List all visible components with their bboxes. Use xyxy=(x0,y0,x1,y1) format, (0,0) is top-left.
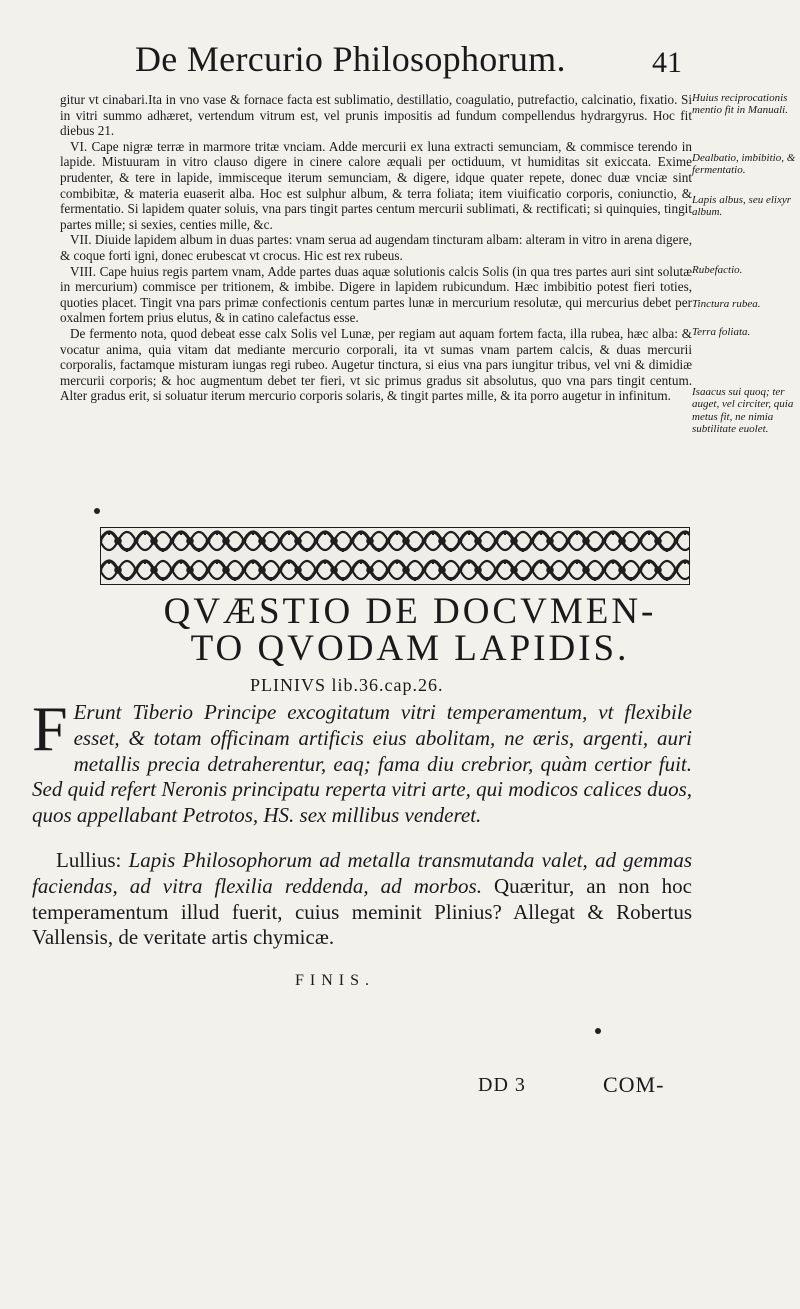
margin-note-terra-foliata: Terra foliata. xyxy=(692,326,751,338)
paragraph-vi: VI. Cape nigræ terræ in marmore tritæ vnciam. Adde mercurii ex luna extracti semunciam, & commisce terendo in lapide. Mistuuram in vitro clauso digere in cinere calore æquali per octiduum, vt humiditas sit exiccata. Exime prudenter, & tere in lapide, immisceque iterum semunciam, & digere, idque quater repete, donec duæ vnciæ sint combibitæ, & materia euaserit alba. Hoc est sulphur album, & terra foliata; item viuificatio corporis, coniunctio, & fermentatio. Si lapidem quater soluis, vna pars tingit partes centum mercurii sublimati, & rectificati; si quinquies, tingit partes mille; si sexies, centies mille, &c. xyxy=(60,138,692,232)
paragraph-vii: VII. Diuide lapidem album in duas partes: vnam serua ad augendam tincturam albam: alteram in vitro in arena digere, & coque forti igni, donec erubescat vt crocus. Hic est rex rubeus. xyxy=(60,232,692,263)
margin-note-dealbatio: Dealbatio, imbibitio, & fermentatio. xyxy=(692,152,796,177)
signature-mark: DD 3 xyxy=(478,1074,526,1096)
margin-note-rubefactio: Rubefactio. xyxy=(692,264,743,276)
ink-speck xyxy=(595,1028,601,1034)
query-text: Quæritur, an non hoc temperamentum illud fuerit, cuius meminit Plinius? Allegat & Robertus Vallensis, de veritate artis chymicæ. xyxy=(32,873,692,950)
recipe-text-block xyxy=(60,92,692,404)
pliny-text: Erunt Tiberio Principe excogitatum vitri temperamentum, vt flexibile esset, & totam officinam artificis eius abolitam, ne æris, argenti, auri metallis precia detraherentur, eaq; fama diu crebrior, quàm certior fuit. Sed quid refert Neronis principatu reperta vitri arte, qui modicos calices duos, quos appellabant Petrotos, HS. sex millibus venderet. xyxy=(32,700,692,828)
ink-speck xyxy=(94,508,100,514)
question-title-line1: QVÆSTIO DE DOCVMEN- xyxy=(163,591,657,632)
finis-mark: FINIS. xyxy=(295,972,376,989)
pliny-quotation xyxy=(32,693,692,829)
lullius-label: Lullius: xyxy=(56,848,122,872)
paragraph-viii: VIII. Cape huius regis partem vnam, Adde partes duas aquæ solutionis calcis Solis (in qua tres partes auri sint solutæ in mercurium) commisce per tritionem, & imbibe. Digere in lapidem rubicundum. Hæc imbibitio potest fieri toties, quoties placet. Tingit vna pars primæ confectionis centum partes lunæ in mercurium resolutæ, qui mercurius debet per oxalmen fortem prius elutus, & in catino calefactus esse. xyxy=(60,263,692,326)
lullius-quote: Lapis Philosophorum ad metalla transmutanda valet, ad gemmas faciendas, ad vitra flexilia reddenda, ad morbos. xyxy=(32,848,693,898)
running-title: De Mercurio Philosophorum. xyxy=(135,39,566,79)
page-number: 41 xyxy=(652,46,682,79)
drop-cap: F xyxy=(32,693,68,764)
ornamental-band xyxy=(100,527,690,585)
margin-note-reciprocatio: Huius reciprocationis mentio fit in Manuali. xyxy=(692,92,788,117)
margin-note-isaacus: Isaacus sui quoq; ter auget, vel circiter, quia metus fit, ne nimia subtilitate euolet. xyxy=(692,386,794,436)
question-title-line2: TO QVODAM LAPIDIS. xyxy=(190,628,630,669)
margin-note-lapis-albus: Lapis albus, seu elixyr album. xyxy=(692,194,791,219)
source-citation: PLINIVS lib.36.cap.26. xyxy=(250,675,444,695)
paragraph-fermentum: De fermento nota, quod debeat esse calx Solis vel Lunæ, per regiam aut aquam fortem facta, illa rubea, hæc alba: & vocatur anima, quia vitam dat mediante mercurio corporali, ita vt sumas vnam partem calcis, & duas mercurii corporalis, factamque misturam iungas regi rubeo. Augetur tinctura, si eius vna pars iungitur tribus, vel vni & dimidiæ mercurii corporis; & hoc augmentum debet ter fieri, vt sic primus gradus sit absolutus, quo vna pars tingit centum. Alter gradus erit, si soluatur iterum mercurio corporis solaris, & tingit partes mille, & ita porro augetur in infinitum. xyxy=(60,325,692,404)
catchword: COM- xyxy=(603,1072,665,1097)
margin-note-tinctura: Tinctura rubea. xyxy=(692,298,761,310)
lullius-paragraph xyxy=(32,848,692,951)
paragraph-intro: gitur vt cinabari.Ita in vno vase & fornace facta est sublimatio, destillatio, coagulatio, putrefactio, calcinatio, fixatio. Si in vitri summo adhæret, vertendum vitrum est, vel prunis impositis ad fundum compellendus hydrargyrus. Hoc fit diebus 21. xyxy=(60,92,692,139)
